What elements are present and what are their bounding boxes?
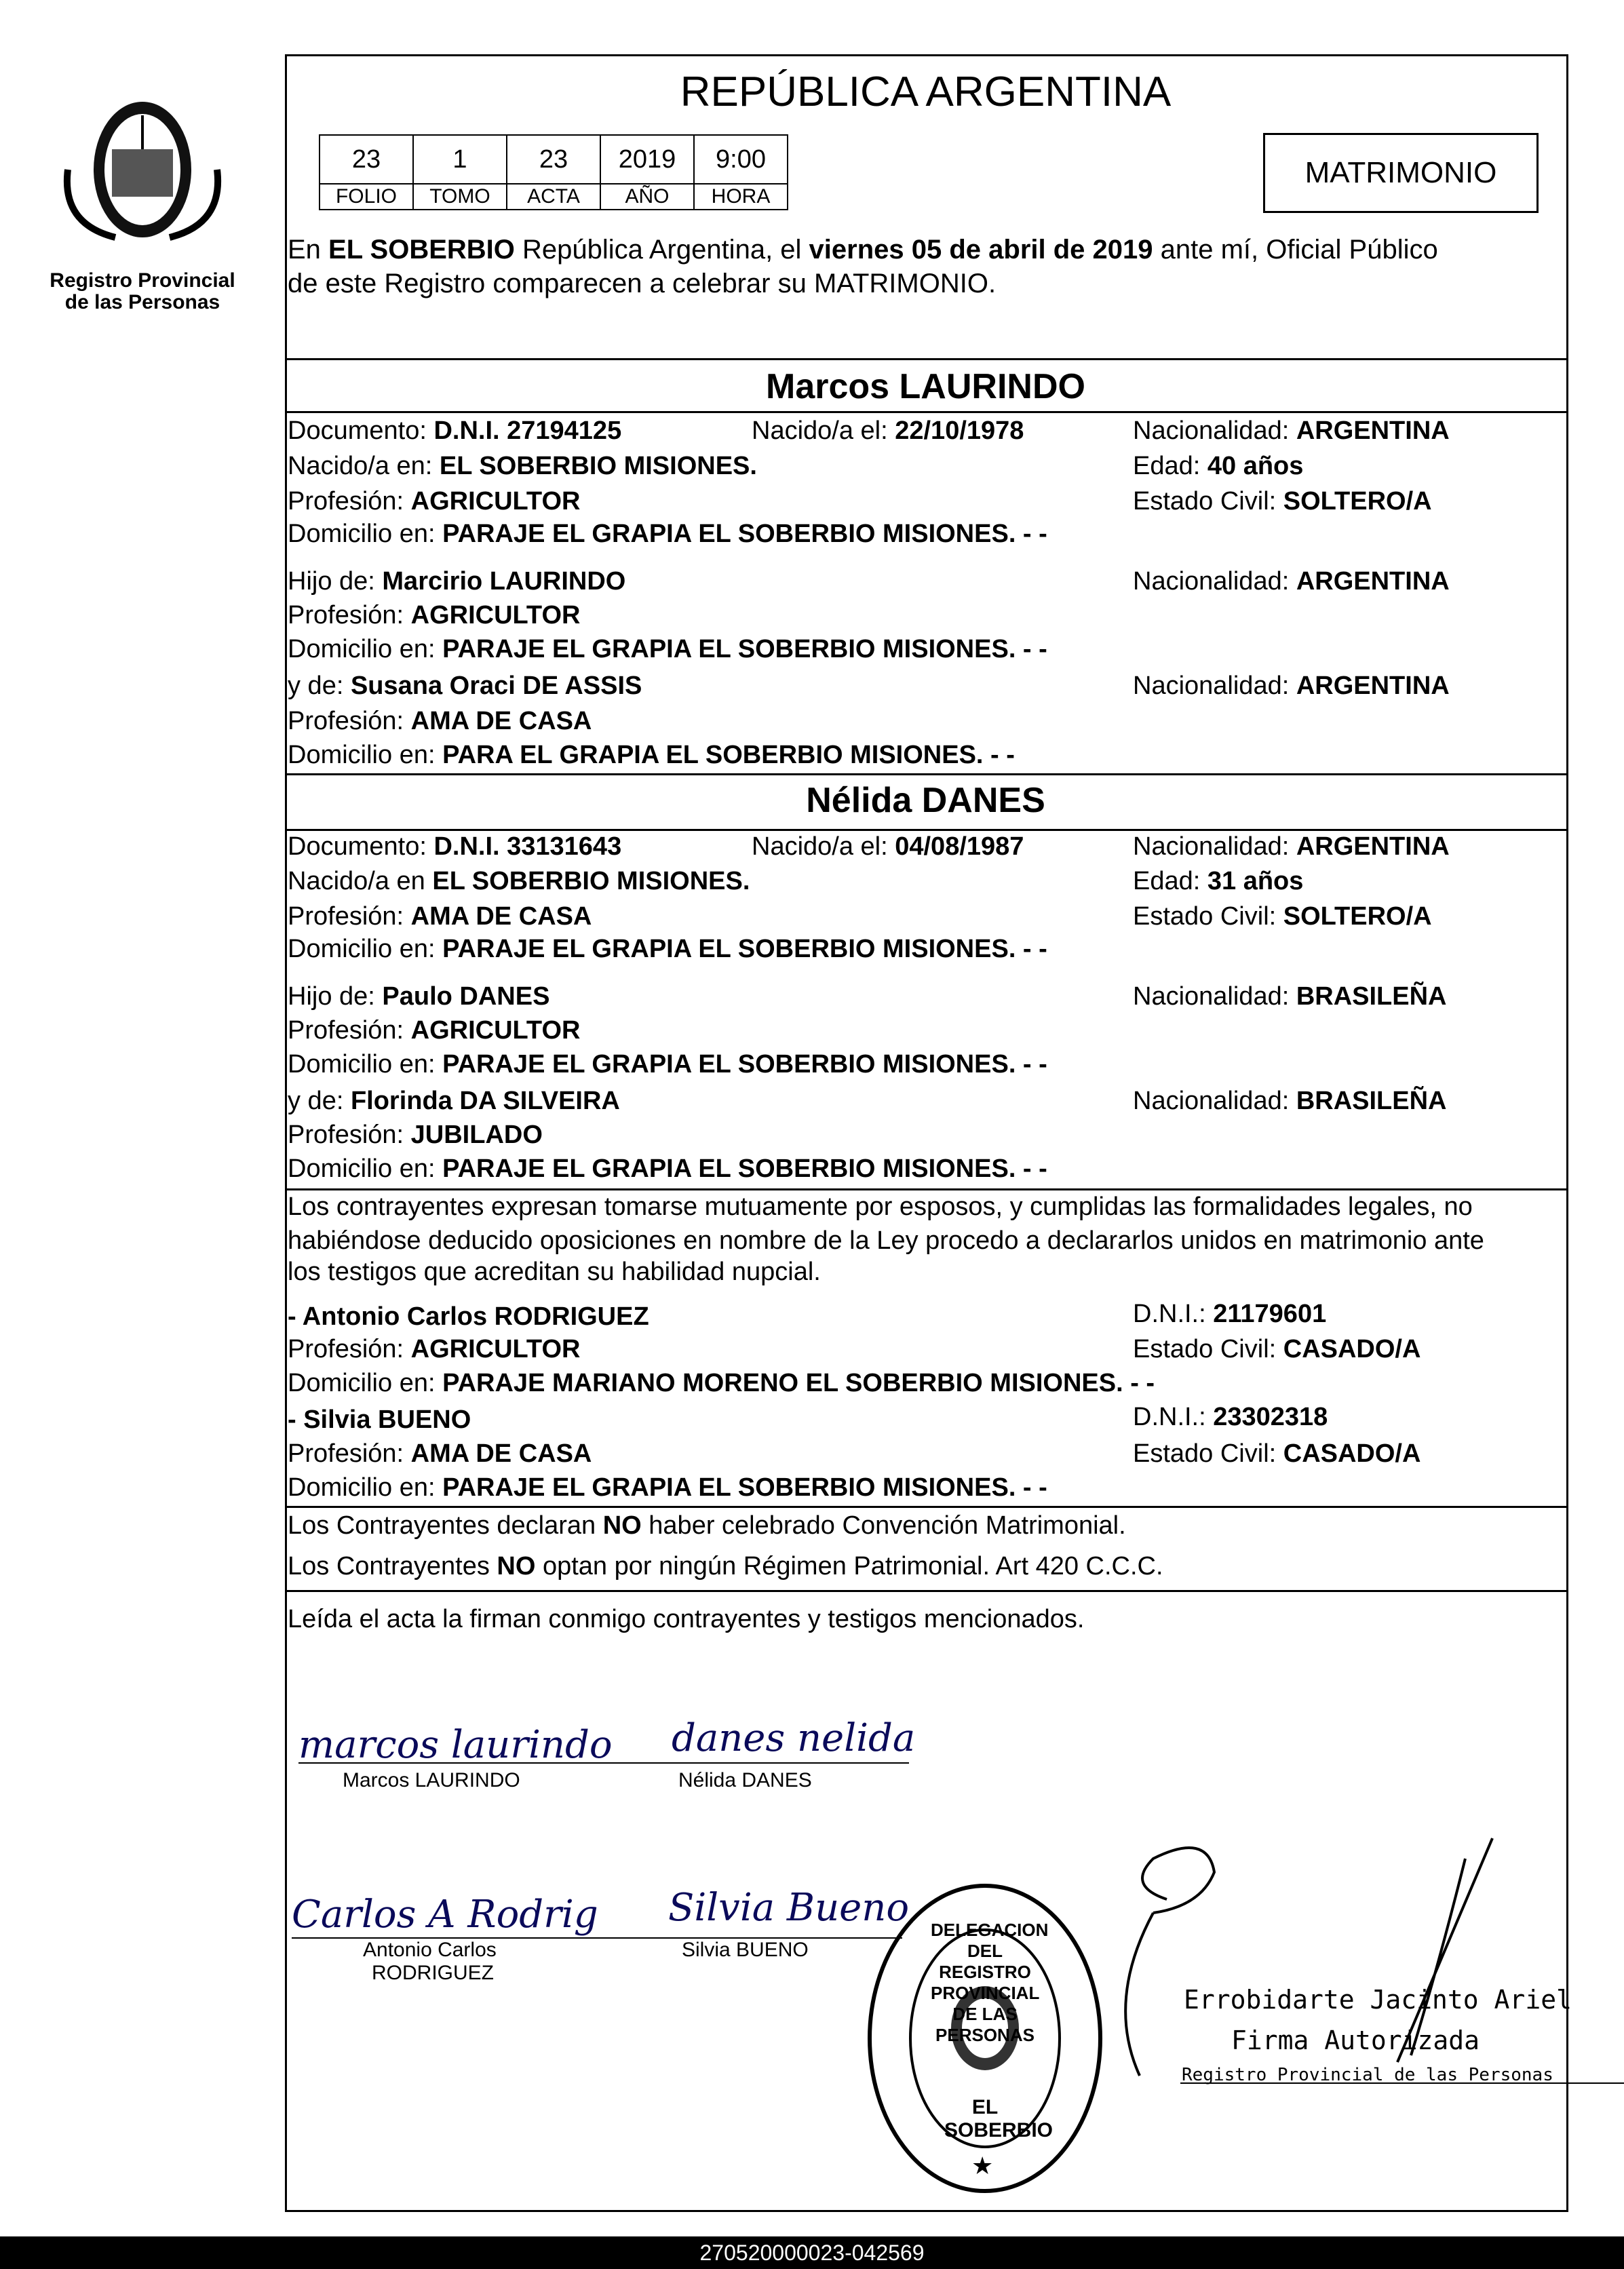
value: EL SOBERBIO MISIONES. [439, 452, 757, 480]
bride-born-in [288, 866, 750, 897]
divider [285, 1188, 1566, 1190]
label: Profesión: [288, 1121, 411, 1149]
label: Nacionalidad: [1133, 832, 1296, 861]
label: Estado Civil: [1133, 1439, 1283, 1468]
tomo-value: 1 [413, 135, 507, 184]
acta-value: 23 [507, 135, 600, 184]
label: Profesión: [288, 487, 411, 516]
text-bold: NO [602, 1511, 642, 1540]
intro-date: viernes 05 de abril de 2019 [809, 235, 1153, 265]
official-role: Firma Autorizada [1231, 2025, 1480, 2055]
witness2-prof [288, 1438, 592, 1469]
hour-value: 9:00 [694, 135, 788, 184]
intro-text: En [288, 235, 329, 265]
value: ARGENTINA [1296, 832, 1450, 861]
value: ARGENTINA [1296, 416, 1450, 445]
value: ARGENTINA [1296, 567, 1450, 596]
text: Los Contrayentes declaran [288, 1511, 603, 1540]
acta-label: ACTA [507, 184, 600, 210]
label: Domicilio en: [288, 1050, 443, 1079]
label: Estado Civil: [1133, 487, 1283, 516]
groom-mother-dom [288, 739, 1015, 771]
bride-caption: Nélida DANES [678, 1769, 812, 1791]
province-emblem-icon [41, 88, 244, 265]
label: Documento: [288, 832, 434, 861]
intro-line1 [288, 234, 1438, 265]
intro-place: EL SOBERBIO [328, 235, 515, 265]
label: Profesión: [288, 1439, 411, 1468]
text: optan por ningún Régimen Patrimonial. Art 420 C.C.C. [535, 1552, 1163, 1580]
groom-signature: marcos laurindo [298, 1723, 613, 1767]
page-title: REPÚBLICA ARGENTINA [680, 69, 1172, 115]
logo-caption [27, 270, 258, 313]
convention-line2 [288, 1551, 1163, 1582]
label: Domicilio en: [288, 935, 443, 963]
value: BRASILEÑA [1296, 982, 1447, 1011]
groom-caption: Marcos LAURINDO [343, 1769, 520, 1791]
value: AGRICULTOR [410, 1335, 581, 1363]
divider [285, 1506, 1566, 1508]
value: 04/08/1987 [895, 832, 1024, 861]
bride-mother-prof [288, 1119, 543, 1150]
label: Documento: [288, 416, 434, 445]
witness1-dni [1133, 1298, 1326, 1330]
official-org: Registro Provincial de las Personas [1182, 2065, 1553, 2085]
label: Domicilio en: [288, 741, 443, 769]
value: AMA DE CASA [410, 707, 592, 735]
bride-nat [1133, 831, 1450, 862]
groom-father [288, 566, 625, 597]
value: ARGENTINA [1296, 672, 1450, 700]
label: Nacionalidad: [1133, 672, 1296, 700]
label: Nacido/a el: [752, 832, 895, 861]
convention-line1 [288, 1510, 1126, 1541]
value: 31 años [1207, 867, 1304, 895]
value: JUBILADO [410, 1121, 543, 1149]
bride-father-prof [288, 1015, 580, 1046]
value: PARAJE EL GRAPIA EL SOBERBIO MISIONES. - - [442, 935, 1047, 963]
signature-line [298, 1762, 909, 1764]
value: AGRICULTOR [410, 1016, 581, 1045]
label: y de: [288, 672, 351, 700]
bride-civil [1133, 901, 1432, 932]
groom-dom [288, 518, 1047, 549]
witness1-prof [288, 1334, 580, 1365]
value: Susana Oraci DE ASSIS [350, 672, 642, 700]
label: Domicilio en: [288, 1369, 443, 1397]
label: Estado Civil: [1133, 1335, 1283, 1363]
value: BRASILEÑA [1296, 1087, 1447, 1115]
logo-line2: de las Personas [64, 291, 220, 313]
label: Profesión: [288, 1335, 411, 1363]
value: 40 años [1207, 452, 1304, 480]
record-header-table [319, 134, 788, 210]
value: PARA EL GRAPIA EL SOBERBIO MISIONES. - - [442, 741, 1015, 769]
value: PARAJE EL GRAPIA EL SOBERBIO MISIONES. - - [442, 1473, 1047, 1502]
witness1-caption2: RODRIGUEZ [372, 1962, 494, 1984]
folio-label: FOLIO [320, 184, 413, 210]
witness1-name: - Antonio Carlos RODRIGUEZ [288, 1302, 649, 1331]
label: Profesión: [288, 902, 411, 931]
groom-father-prof [288, 600, 580, 631]
groom-age [1133, 450, 1303, 482]
divider [285, 773, 1566, 775]
value: AMA DE CASA [410, 1439, 592, 1468]
label: Nacionalidad: [1133, 567, 1296, 596]
closing-text: Leída el acta la firman conmigo contrayentes y testigos mencionados. [288, 1605, 1085, 1633]
label: D.N.I.: [1133, 1300, 1214, 1328]
label: Edad: [1133, 867, 1207, 895]
divider [285, 411, 1566, 413]
seal-star-icon: ★ [971, 2152, 994, 2179]
value: AGRICULTOR [410, 601, 581, 629]
document-type-box: MATRIMONIO [1263, 133, 1539, 213]
text: Los Contrayentes [288, 1552, 497, 1580]
witness2-civil [1133, 1438, 1420, 1469]
value: EL SOBERBIO MISIONES. [432, 867, 750, 895]
bride-mother-dom [288, 1153, 1047, 1184]
value: PARAJE EL GRAPIA EL SOBERBIO MISIONES. - - [442, 1050, 1047, 1079]
witness2-dni [1133, 1401, 1328, 1433]
groom-doc [288, 415, 621, 446]
seal-ring-text: DELEGACION DEL REGISTRO PROVINCIAL DE LAS PERSONAS [931, 1920, 1049, 2045]
label: D.N.I.: [1133, 1403, 1214, 1431]
groom-nat [1133, 415, 1450, 446]
bride-birth [752, 831, 1024, 862]
intro-line2: de este Registro comparecen a celebrar su MATRIMONIO. [288, 269, 997, 298]
intro-text3: ante mí, Oficial Público [1153, 235, 1438, 265]
groom-father-nat [1133, 566, 1450, 597]
label: Nacionalidad: [1133, 982, 1296, 1011]
value: Paulo DANES [382, 982, 550, 1011]
groom-mother-nat [1133, 670, 1450, 701]
label: Domicilio en: [288, 1473, 443, 1502]
value: AGRICULTOR [410, 487, 581, 516]
witness1-caption1: Antonio Carlos [363, 1939, 497, 1961]
folio-value: 23 [320, 135, 413, 184]
label: Domicilio en: [288, 635, 443, 663]
declaration-line1: Los contrayentes expresan tomarse mutuamente por esposos, y cumplidas las formalidades legales, no [288, 1192, 1473, 1221]
value: PARAJE MARIANO MORENO EL SOBERBIO MISIONES. - - [442, 1369, 1155, 1397]
value: PARAJE EL GRAPIA EL SOBERBIO MISIONES. - - [442, 520, 1047, 548]
registry-logo [41, 88, 244, 265]
value: 23302318 [1213, 1403, 1328, 1431]
divider [285, 358, 1566, 360]
bride-father-dom [288, 1049, 1047, 1080]
value: PARAJE EL GRAPIA EL SOBERBIO MISIONES. - - [442, 1155, 1047, 1183]
label: Domicilio en: [288, 1155, 443, 1183]
label: Nacido/a en [288, 867, 433, 895]
value: SOLTERO/A [1283, 487, 1432, 516]
bride-doc [288, 831, 621, 862]
bride-father [288, 981, 549, 1012]
value: AMA DE CASA [410, 902, 592, 931]
witness2-caption: Silvia BUENO [682, 1939, 809, 1961]
bride-mother [288, 1085, 620, 1117]
value: PARAJE EL GRAPIA EL SOBERBIO MISIONES. - - [442, 635, 1047, 663]
declaration-line2: habiéndose deducido oposiciones en nombre de la Ley procedo a declararlos unidos en matrimonio ante [288, 1226, 1484, 1255]
label: Nacionalidad: [1133, 1087, 1296, 1115]
value: Marcirio LAURINDO [382, 567, 626, 596]
tomo-label: TOMO [413, 184, 507, 210]
text: haber celebrado Convención Matrimonial. [641, 1511, 1126, 1540]
bride-prof [288, 901, 592, 932]
label: Profesión: [288, 707, 411, 735]
bride-name: Nélida DANES [806, 781, 1045, 820]
bride-age [1133, 866, 1303, 897]
witness2-dom [288, 1472, 1047, 1503]
label: Profesión: [288, 601, 411, 629]
value: Florinda DA SILVEIRA [350, 1087, 620, 1115]
witness1-signature: Carlos A Rodrig [292, 1893, 598, 1937]
witness2-name: - Silvia BUENO [288, 1405, 471, 1434]
declaration-line3: los testigos que acreditan su habilidad nupcial. [288, 1258, 821, 1286]
groom-prof [288, 486, 580, 517]
groom-civil [1133, 486, 1432, 517]
groom-birth [752, 415, 1024, 446]
value: D.N.I. 33131643 [433, 832, 622, 861]
label: y de: [288, 1087, 351, 1115]
bride-mother-nat [1133, 1085, 1447, 1117]
label: Nacido/a el: [752, 416, 895, 445]
bride-father-nat [1133, 981, 1447, 1012]
value: D.N.I. 27194125 [433, 416, 622, 445]
text-bold: NO [497, 1552, 536, 1580]
value: CASADO/A [1283, 1439, 1421, 1468]
hour-label: HORA [694, 184, 788, 210]
groom-mother-prof [288, 705, 592, 737]
label: Edad: [1133, 452, 1207, 480]
footer-barcode-number: 270520000023-042569 [0, 2236, 1624, 2269]
seal-center: EL SOBERBIO [944, 2096, 1053, 2141]
groom-born-in [288, 450, 757, 482]
groom-father-dom [288, 634, 1047, 665]
witness2-signature: Silvia Bueno [668, 1886, 910, 1930]
label: Nacionalidad: [1133, 416, 1296, 445]
year-value: 2019 [600, 135, 694, 184]
official-line [1180, 2082, 1624, 2084]
value: CASADO/A [1283, 1335, 1421, 1363]
year-label: AÑO [600, 184, 694, 210]
label: Estado Civil: [1133, 902, 1283, 931]
value: SOLTERO/A [1283, 902, 1432, 931]
label: Nacido/a en: [288, 452, 440, 480]
bride-dom [288, 933, 1047, 965]
label: Profesión: [288, 1016, 411, 1045]
official-name: Errobidarte Jacinto Ariel [1184, 1985, 1572, 2015]
label: Hijo de: [288, 982, 383, 1011]
intro-text2: República Argentina, el [514, 235, 809, 265]
divider [285, 1590, 1566, 1592]
witness1-dom [288, 1368, 1155, 1399]
logo-line1: Registro Provincial [50, 269, 235, 292]
groom-name: Marcos LAURINDO [766, 367, 1085, 406]
value: 22/10/1978 [895, 416, 1024, 445]
label: Hijo de: [288, 567, 383, 596]
witness1-civil [1133, 1334, 1420, 1365]
value: 21179601 [1213, 1300, 1327, 1328]
bride-signature: danes nelida [672, 1716, 916, 1760]
label: Domicilio en: [288, 520, 443, 548]
groom-mother [288, 670, 642, 701]
